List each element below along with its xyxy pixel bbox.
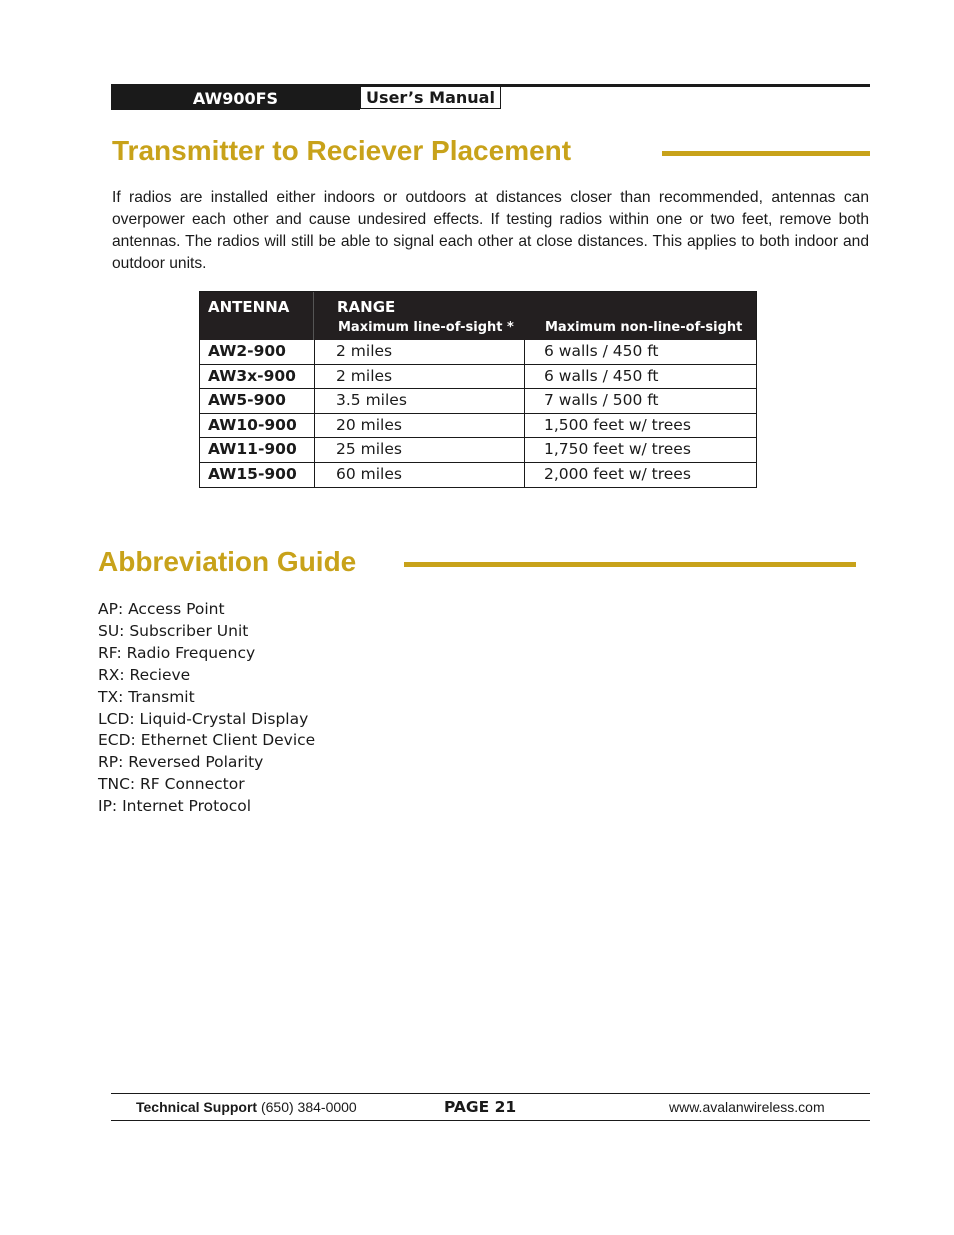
footer-page-number: PAGE 21: [444, 1098, 517, 1116]
table-row: [200, 340, 756, 364]
cell-nlos: 2,000 feet w/ trees: [544, 464, 691, 483]
placement-paragraph: If radios are installed either indoors or outdoors at distances closer than recommended, antennas can overpower each other and cause undesired effects. If testing radios within one or two feet, remove both antennas. The radios will still be able to signal each other at close distances. This applies to both indoor and outdoor units.: [112, 189, 869, 272]
table-row: [200, 364, 756, 389]
header-range: RANGE: [337, 298, 396, 316]
header-line-of-sight: Maximum line-of-sight *: [338, 320, 514, 335]
cell-los: 2 miles: [315, 365, 525, 389]
table-row: [200, 413, 756, 438]
header-divider: [313, 292, 314, 340]
footer-website-link[interactable]: www.avalanwireless.com: [669, 1099, 825, 1115]
list-item: SU: Subscriber Unit: [98, 621, 249, 640]
abbreviation-list: [98, 599, 315, 818]
cell-antenna: AW2-900: [200, 340, 315, 364]
header-manual-label: User’s Manual: [360, 87, 501, 109]
cell-los: 20 miles: [315, 414, 525, 438]
footer-support-label: Technical Support: [136, 1099, 258, 1115]
cell-los: 2 miles: [315, 340, 525, 364]
footer-support-phone: (650) 384-0000: [260, 1099, 357, 1115]
table-row: [200, 462, 756, 487]
section-title-rule: [404, 562, 856, 567]
list-item: TNC: RF Connector: [98, 775, 245, 794]
list-item: TX: Transmit: [98, 687, 195, 706]
footer-rule-bottom: [111, 1120, 870, 1121]
cell-nlos: 1,500 feet w/ trees: [544, 415, 691, 434]
cell-nlos: 6 walls / 450 ft: [544, 366, 659, 385]
list-item: ECD: Ethernet Client Device: [98, 731, 316, 750]
footer-support: [136, 1099, 357, 1115]
section-title-rule: [662, 151, 870, 156]
cell-los: 60 miles: [315, 463, 525, 487]
cell-antenna: AW15-900: [200, 463, 315, 487]
section-title-placement: Transmitter to Reciever Placement: [112, 135, 572, 166]
list-item: AP: Access Point: [98, 600, 225, 618]
cell-nlos: 7 walls / 500 ft: [544, 391, 659, 410]
table-row: [200, 437, 756, 462]
footer-rule-top: [111, 1093, 870, 1094]
cell-antenna: AW10-900: [200, 414, 315, 438]
table-row: [200, 388, 756, 413]
header-antenna: ANTENNA: [208, 298, 290, 316]
range-table: [199, 291, 757, 488]
table-header: [200, 292, 756, 340]
list-item: IP: Internet Protocol: [98, 797, 252, 816]
cell-los: 3.5 miles: [315, 389, 525, 413]
cell-antenna: AW5-900: [200, 389, 315, 413]
cell-los: 25 miles: [315, 438, 525, 462]
table-body: [200, 340, 756, 487]
cell-nlos: 6 walls / 450 ft: [544, 342, 659, 360]
cell-antenna: AW11-900: [200, 438, 315, 462]
list-item: RP: Reversed Polarity: [98, 753, 264, 772]
list-item: LCD: Liquid-Crystal Display: [98, 709, 309, 728]
list-item: RF: Radio Frequency: [98, 643, 256, 662]
cell-nlos: 1,750 feet w/ trees: [544, 440, 691, 459]
list-item: RX: Recieve: [98, 665, 191, 684]
header-non-line-of-sight: Maximum non-line-of-sight: [545, 320, 743, 335]
cell-antenna: AW3x-900: [200, 365, 315, 389]
header-product-name: AW900FS: [111, 87, 360, 110]
section-title-abbreviations: Abbreviation Guide: [98, 546, 357, 577]
